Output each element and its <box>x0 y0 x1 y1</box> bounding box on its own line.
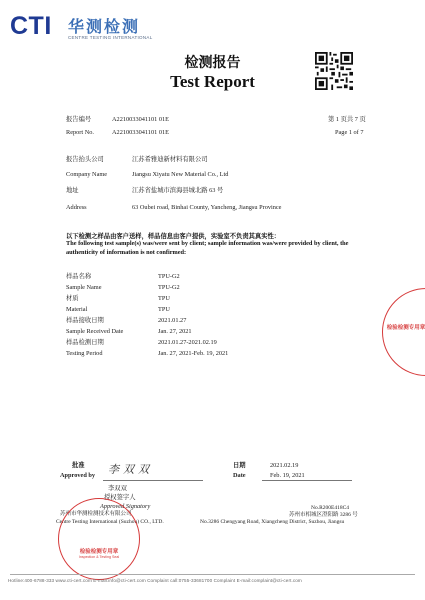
inspection-seal-right <box>382 288 425 376</box>
cti-logo-chinese: 华测检测 <box>68 19 141 36</box>
sample-row-value: Jan. 27, 2021 <box>158 328 192 335</box>
issuer-chinese: 苏州市华测检测技术有限公司 <box>60 511 132 517</box>
sample-row-label: Sample Name <box>66 284 102 291</box>
seal-text: 检验检测专用章 <box>79 549 119 555</box>
report-no-value: A2210033041101 01E <box>112 116 169 123</box>
sample-row-label: 样品名称 <box>66 273 92 280</box>
signatory-label: Approved Signatory <box>100 503 151 510</box>
sample-row-value: TPU <box>158 306 170 313</box>
signature-line <box>103 480 203 481</box>
address-label: Address <box>66 204 87 211</box>
sample-row-value: 2021.01.27 <box>158 317 187 324</box>
page-indicator-chinese: 第 1 页共 7 页 <box>328 116 366 123</box>
footer-divider <box>10 574 415 575</box>
issuer-english: Centre Testing International (Suzhou) CO., LTD. <box>56 519 164 525</box>
signatory-label-chinese: 授权签字人 <box>104 494 136 501</box>
sample-row-value: TPU-G2 <box>158 273 180 280</box>
sample-row-label: 样品检测日期 <box>66 339 104 346</box>
page-title-chinese: 检测报告 <box>184 56 241 71</box>
sample-row-label: 材质 <box>66 295 79 302</box>
company-name-label: Company Name <box>66 171 108 178</box>
date-label: Date <box>233 472 246 479</box>
report-no-label: Report No. <box>66 129 94 136</box>
report-code: No.R200E418C4 <box>311 505 350 511</box>
sample-row-label: Sample Received Date <box>66 328 124 335</box>
issuer-address: No.3286 Chengyang Road, Xiangcheng District, Suzhou, Jiangsu <box>200 519 345 525</box>
sample-row-label: Material <box>66 306 88 313</box>
header-company-label: 报告抬头公司 <box>66 156 104 163</box>
address-value: 63 Oubei road, Binhai County, Yancheng, Jiangsu Province <box>132 204 282 211</box>
seal-text: 检验检测专用章 <box>386 325 425 331</box>
seal-subtext: Inspection & Testing Seal <box>78 555 120 559</box>
sample-row-label: 样品接收日期 <box>66 317 104 324</box>
date-line <box>262 480 352 481</box>
sample-row-value: Jan. 27, 2021-Feb. 19, 2021 <box>158 350 229 357</box>
sample-row-value: 2021.01.27-2021.02.19 <box>158 339 217 346</box>
report-no-value-en: A2210033041101 01E <box>112 129 169 136</box>
cti-logo-subtitle: CENTRE TESTING INTERNATIONAL <box>68 35 153 40</box>
notice-chinese: 以下检测之样品由客户送样，样品信息由客户提供，实验室不负责其真实性： <box>66 233 281 240</box>
address-label-chinese: 地址 <box>66 187 79 194</box>
approved-label: Approved by <box>60 472 96 479</box>
date-value-en: Feb. 19, 2021 <box>270 472 305 479</box>
report-no-label-chinese: 报告编号 <box>66 116 92 123</box>
address-value-chinese: 江苏省盐城市滨海县城北路 63 号 <box>132 187 224 194</box>
footer-contact: Hotline:400-6788-333 www.cti-cert.com E-mail:info@cti-cert.com Complaint call:0755-33681700 Complaint E-mail:complaint@cti-cert.com <box>8 578 302 583</box>
page-indicator: Page 1 of 7 <box>335 129 364 136</box>
company-name-value: Jiangsu Xiyatu New Material Co., Ltd <box>132 171 229 178</box>
page-title: Test Report <box>170 72 255 91</box>
sample-row-label: Testing Period <box>66 350 103 357</box>
inspection-seal-bottom <box>58 498 140 580</box>
date-label-chinese: 日期 <box>233 462 246 469</box>
header-company-value: 江苏希雅迪新材料有限公司 <box>132 156 208 163</box>
qr-code-icon <box>315 52 353 90</box>
signature: 李双双 <box>108 463 153 476</box>
date-value: 2021.02.19 <box>270 462 299 469</box>
signer-name: 李双双 <box>108 485 127 492</box>
sample-row-value: TPU-G2 <box>158 284 180 291</box>
approved-label-chinese: 批准 <box>72 462 85 469</box>
sample-row-value: TPU <box>158 295 170 302</box>
issuer-address-chinese: 苏州市相城区澄阳路 3286 号 <box>289 512 358 518</box>
cti-logo: CTI <box>10 12 52 40</box>
notice-english: The following test sample(s) was/were sent by client; sample information was/were provided by client, the authenticity of information is not confirmed: <box>66 240 349 256</box>
